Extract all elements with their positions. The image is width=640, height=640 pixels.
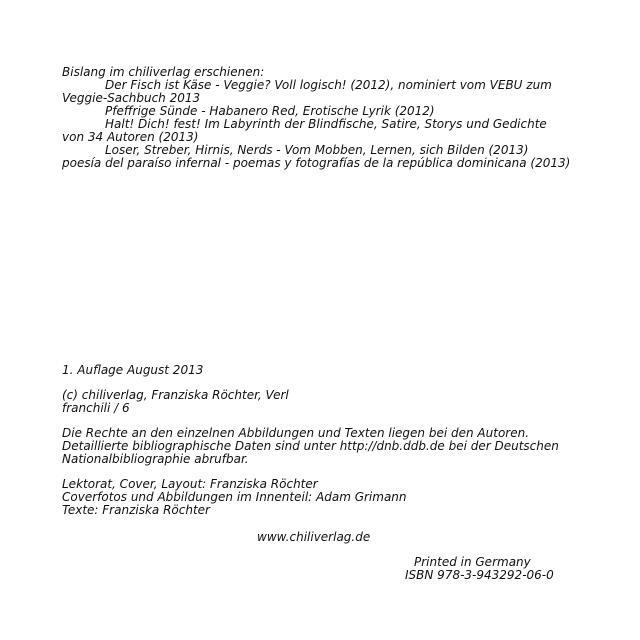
copyright-info — [62, 389, 582, 415]
credits-line-3: Texte: Franziska Röchter — [62, 503, 210, 517]
published-books-list — [62, 66, 582, 170]
credits-line-1: Lektorat, Cover, Layout: Franziska Röchter — [62, 477, 318, 491]
book-entry-3-line-1: Halt! Dich! fest! Im Labyrinth der Blindfische, Satire, Storys und Gedichte — [105, 117, 547, 131]
printed-in-line: Printed in Germany — [414, 555, 531, 569]
book-entry-2-line-1: Pfeffrige Sünde - Habanero Red, Erotische Lyrik (2012) — [105, 104, 435, 118]
book-entry-1-line-2: Veggie-Sachbuch 2013 — [62, 91, 201, 105]
book-entry-4-line-1: Loser, Streber, Hirnis, Nerds - Vom Mobben, Lernen, sich Bilden (2013) — [105, 143, 529, 157]
published-list-heading: Bislang im chiliverlag erschienen: — [62, 65, 265, 79]
rights-line-2: Detaillierte bibliographische Daten sind unter http://dnb.ddb.de bei der Deutschen — [62, 439, 559, 453]
book-entry-3-line-2: von 34 Autoren (2013) — [62, 130, 199, 144]
copyright-line-2: franchili / 6 — [62, 401, 130, 415]
rights-line-1: Die Rechte an den einzelnen Abbildungen und Texten liegen bei den Autoren. — [62, 426, 530, 440]
edition-line: 1. Auflage August 2013 — [62, 363, 204, 377]
website-url: www.chiliverlag.de — [257, 530, 371, 544]
credits — [62, 478, 582, 517]
isbn-line: ISBN 978-3-943292-06-0 — [405, 568, 554, 582]
rights-notice — [62, 427, 582, 466]
copyright-line-1: (c) chiliverlag, Franziska Röchter, Verl — [62, 388, 289, 402]
edition-info — [62, 364, 582, 377]
rights-line-3: Nationalbibliographie abrufbar. — [62, 452, 249, 466]
credits-line-2: Coverfotos und Abbildungen im Innenteil: Adam Grimann — [62, 490, 407, 504]
print-info — [405, 556, 554, 582]
book-entry-1-line-1: Der Fisch ist Käse - Veggie? Voll logisch! (2012), nominiert vom VEBU zum — [105, 78, 552, 92]
book-entry-4-line-2: poesía del paraíso infernal - poemas y fotografías de la república dominicana (2013) — [62, 156, 571, 170]
